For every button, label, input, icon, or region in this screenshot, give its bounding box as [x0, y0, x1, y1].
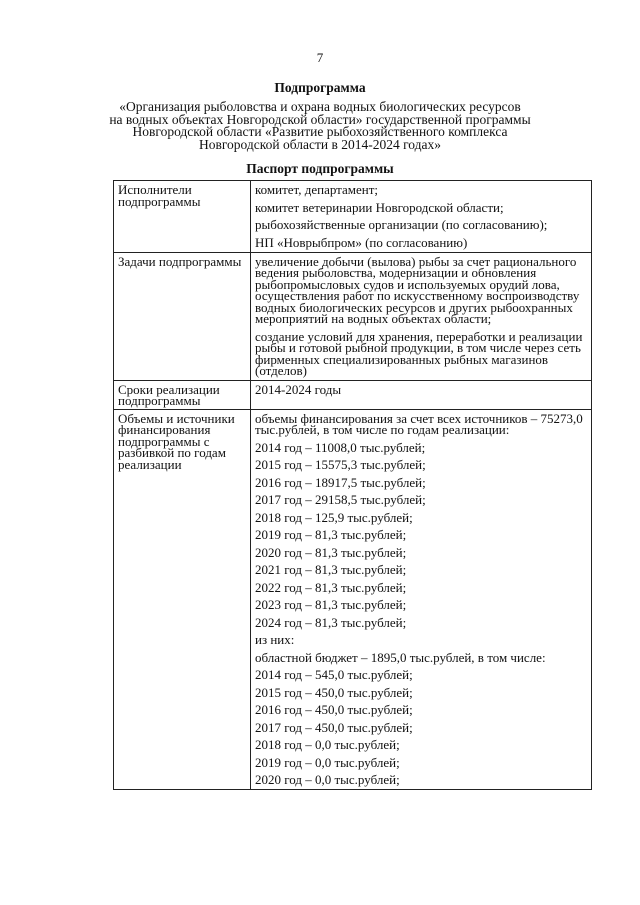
row-value: [251, 252, 592, 380]
row-value: [251, 380, 592, 409]
page-number: 7: [316, 50, 324, 65]
subprogram-heading: Подпрограмма: [274, 80, 366, 95]
list-item: областной бюджет – 1895,0 тыс.рублей, в том числе:: [255, 649, 546, 665]
row-value: [251, 409, 592, 790]
list-item: 2023 год – 81,3 тыс.рублей;: [255, 597, 407, 612]
list-item: комитет ветеринарии Новгородской области;: [255, 199, 504, 215]
list-item: комитет, департамент;: [255, 182, 379, 197]
list-item: 2019 год – 81,3 тыс.рублей;: [255, 527, 407, 542]
list-item: 2015 год – 450,0 тыс.рублей;: [255, 684, 413, 700]
list-item: 2014 год – 11008,0 тыс.рублей;: [255, 439, 426, 455]
list-item: 2015 год – 15575,3 тыс.рублей;: [255, 457, 426, 472]
list-item: объемы финансирования за счет всех источников – 75273,0 тыс.рублей, в том числе по годам реализации:: [255, 410, 583, 437]
list-item: 2014-2024 годы: [255, 381, 342, 397]
list-item: 2024 год – 81,3 тыс.рублей;: [255, 614, 407, 630]
list-item: из них:: [255, 632, 295, 647]
subprogram-subtitle: [100, 101, 540, 151]
passport-table: [113, 180, 592, 790]
row-value: [251, 181, 592, 253]
list-item: 2018 год – 0,0 тыс.рублей;: [255, 737, 400, 752]
subtitle-line: на водных объектах Новгородской области» государственной программы: [109, 111, 531, 127]
list-item: создание условий для хранения, переработки и реализации рыбы и готовой рыбной продукции, в том числе через сеть фирменных специализированных рыбных магазинов (отделов): [255, 328, 583, 378]
table-row: [114, 181, 592, 253]
list-item: 2017 год – 29158,5 тыс.рублей;: [255, 492, 426, 507]
list-item: НП «Новрыбпром» (по согласованию): [255, 234, 468, 250]
list-item: 2021 год – 81,3 тыс.рублей;: [255, 562, 407, 577]
table-row: [114, 252, 592, 380]
list-item: 2022 год – 81,3 тыс.рублей;: [255, 579, 407, 595]
list-item: 2018 год – 125,9 тыс.рублей;: [255, 509, 413, 525]
table-row: [114, 409, 592, 790]
subtitle-line: Новгородской области в 2014-2024 годах»: [198, 136, 442, 152]
list-item: 2019 год – 0,0 тыс.рублей;: [255, 754, 400, 770]
list-item: рыбохозяйственные организации (по согласованию);: [255, 217, 548, 232]
row-label: Объемы и источники финансирования подпрограммы с разбивкой по годам реализации: [114, 409, 251, 790]
row-label: Исполнители подпрограммы: [114, 181, 251, 253]
subtitle-line: «Организация рыболовства и охрана водных биологических ресурсов: [119, 99, 521, 114]
passport-title: Паспорт подпрограммы: [246, 161, 394, 176]
list-item: 2017 год – 450,0 тыс.рублей;: [255, 719, 413, 735]
list-item: 2020 год – 0,0 тыс.рублей;: [255, 772, 400, 787]
list-item: 2014 год – 545,0 тыс.рублей;: [255, 667, 413, 682]
row-label: Сроки реализации подпрограммы: [114, 380, 251, 409]
row-label: Задачи подпрограммы: [114, 252, 251, 380]
list-item: 2016 год – 18917,5 тыс.рублей;: [255, 474, 426, 490]
list-item: увеличение добычи (вылова) рыбы за счет рационального ведения рыболовства, модернизации и обновления рыбопромысловых судов и используемых орудий лова, осуществления работ по искусственному воспроизводству водных биологических ресурсов и других рыбоохранных мероприятий на водных объектах области;: [255, 253, 580, 326]
list-item: 2016 год – 450,0 тыс.рублей;: [255, 702, 413, 717]
table-row: [114, 380, 592, 409]
list-item: 2020 год – 81,3 тыс.рублей;: [255, 544, 407, 560]
subtitle-line: Новгородской области «Развитие рыбохозяйственного комплекса: [132, 124, 508, 139]
